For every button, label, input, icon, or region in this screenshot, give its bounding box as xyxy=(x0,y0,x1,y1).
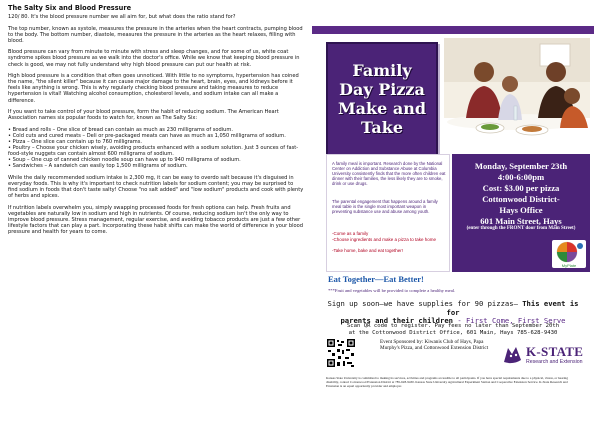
info-paragraph: A family meal is important. Research done by the National Center on Addiction and Substance Abuse at Columbia University consistently finds that the more often children eat dinner with their families, the less likely they are to smoke, drink or use drugs. xyxy=(332,161,446,187)
list-item: • Sandwiches – A sandwich can easily top 1,500 milligrams of sodium. xyxy=(8,163,188,170)
info-line: -Choose ingredients and make a pizza to take home xyxy=(332,237,437,242)
list-item: • Cold cuts and cured meats – Deli or pre-packaged meats can have as much as 1,050 milligrams of sodium. xyxy=(8,132,286,139)
qr-instructions xyxy=(322,323,584,337)
list-item: • Bread and rolls – One slice of bread can contain as much as 230 milligrams of sodium. xyxy=(8,126,233,133)
event-location: Cottonwood District- xyxy=(482,194,560,204)
sponsor-text: Event Sponsored by: Kiwanis Club of Hays, Papa Murphy's Pizza, and Cottonwood Extension District xyxy=(380,339,489,352)
list-item: • Soup – One cup of canned chicken noodle soup can have up to 940 milligrams of sodium. xyxy=(8,157,241,164)
myplate-icon xyxy=(552,240,586,268)
event-time: 4:00-6:00pm xyxy=(497,172,545,182)
list-item: • Poultry – Choose your chicken wisely, avoiding products enhanced with a sodium solution. Just 3 ounces of fast-food-style nuggets can contain almost 600 milligrams of sodium. xyxy=(8,145,299,158)
myplate-logo xyxy=(552,240,586,268)
qr-code-icon xyxy=(326,338,356,368)
article-title: The Salty Six and Blood Pressure xyxy=(8,4,132,12)
article-paragraph: High blood pressure is a condition that often goes unnoticed. With little to no symptoms, hypertension has coined the name, "the silent killer" because it can cause major damage to the heart, brain, eyes, and kidneys before it feels like anything is wrong. This is why regularly checking blood pressure and taking measures to reduce hypertension is vital! Watching alcohol consumption, cholesterol levels, and sodium intake can all make a difference. xyxy=(8,73,299,104)
qr-instruction-line: at the Cottonwood District Office, 601 Main, Hays 785-628-9430 xyxy=(348,329,558,336)
info-box xyxy=(326,154,450,272)
event-cost: Cost: $3.00 per pizza xyxy=(482,183,560,193)
myplate-label: MyPlate xyxy=(561,263,577,268)
event-entrance: (enter through the FRONT door from Main Street) xyxy=(466,226,576,231)
flyer-top-stripe xyxy=(312,26,594,34)
kstate-name: K-STATE xyxy=(526,344,584,359)
event-flyer xyxy=(312,26,594,402)
article-paragraph: If you want to take control of your blood pressure, form the habit of reducing sodium. The American Heart Association names six popular foods to watch for, known as The Salty Six: xyxy=(8,109,279,122)
article-paragraph: While the daily recommended sodium intake is 2,300 mg, it can be easy to overdo salt because it's disguised in everyday foods. This is why it's important to check nutrition labels for sodium content; you may be surprised to find sodium in foods that don't taste salty! Choose "no salt added" and "low sodium" products and cook with plenty of herbs and spices. xyxy=(8,174,304,200)
wildcat-icon xyxy=(502,344,524,366)
flyer-title-line: Make and xyxy=(337,99,427,118)
list-item: • Pizza – One slice can contain up to 760 milligrams. xyxy=(8,139,143,145)
article xyxy=(8,4,304,420)
flyer-title-line: Day Pizza xyxy=(339,80,425,99)
event-address: 601 Main Street, Hays xyxy=(480,216,562,226)
family-photo xyxy=(444,38,590,154)
info-paragraph: The parental engagement that happens around a family meal table is the single most important weapon in preventing substance use and abuse among youth. xyxy=(332,199,438,215)
accessibility-disclaimer: Kansas State University is committed to making its services, activities and programs accessible to all participants. If you have special requirements due to a physical, vision, or hearing disability, contact Cottonwood Extension District at 785-628-9430. Kansas State University Agricultural Experiment Station and Cooperative Extension Service. K-State Research and Extension is an equal opportunity provider and employer. xyxy=(326,376,568,388)
kstate-logo xyxy=(502,344,588,370)
qr-instruction-line: Scan QR code to register. Pay fees no later than September 20th xyxy=(346,323,560,329)
article-paragraph: The top number, known as systole, measures the pressure in the arteries when the heart contracts, pumping blood to the body. The bottom number, diastole, measures the pressure in the arteries as the heart relaxes, filling with blood. xyxy=(8,25,303,44)
flyer-title-line: Family xyxy=(352,61,412,80)
signup-emphasis: parents and their children xyxy=(340,316,453,326)
salty-six-list xyxy=(8,127,304,170)
info-line: -Take home, bake and eat together! xyxy=(332,248,404,253)
qr-code[interactable] xyxy=(326,338,356,368)
event-office: Hays Office xyxy=(499,205,543,215)
kstate-subtitle: Research and Extension xyxy=(526,359,583,365)
article-paragraph: 120/ 80. It's the blood pressure number we all aim for, but what does the ratio stand for? xyxy=(8,14,236,20)
family-dinner-illustration xyxy=(444,38,590,154)
signup-text xyxy=(322,300,584,326)
article-paragraph: Blood pressure can vary from minute to minute with stress and sleep changes, and for some of us, white coat syndrome spikes blood pressure as we walk into the doctor's office. While we know that keeping blood pressure in check is good, we may not fully understand why high blood pressure can put our health at risk. xyxy=(8,49,300,68)
flyer-title-block xyxy=(326,42,438,156)
flyer-slogan: Eat Together—Eat Better! xyxy=(328,274,424,284)
flyer-note: ***Fruit and vegetables will be provided to complete a healthy meal. xyxy=(328,288,456,293)
flyer-title-line: Take xyxy=(360,118,403,137)
signup-emphasis: This event is for xyxy=(446,299,579,317)
event-date: Monday, September 23th xyxy=(474,161,568,171)
article-paragraph: If nutrition labels overwhelm you, simply swapping processed foods for fresh options can help. Fresh fruits and vegetables are naturally low in sodium and high in nutrients. Of course, reducing sodium isn't the only way to improve blood pressure. Stress management, regular exercise, and avoiding tobacco products are just a few other lifestyle factors that can play a part. Incorporating these habit shifts can make the world of difference in your blood pressure and health for years to come. xyxy=(8,204,303,236)
signup-tail: - First Come, First Serve xyxy=(453,316,566,326)
signup-line: Sign up soon—we have supplies for 90 pizzas— xyxy=(327,299,518,308)
info-line: -Come as a family xyxy=(332,231,369,236)
event-details xyxy=(452,154,590,272)
